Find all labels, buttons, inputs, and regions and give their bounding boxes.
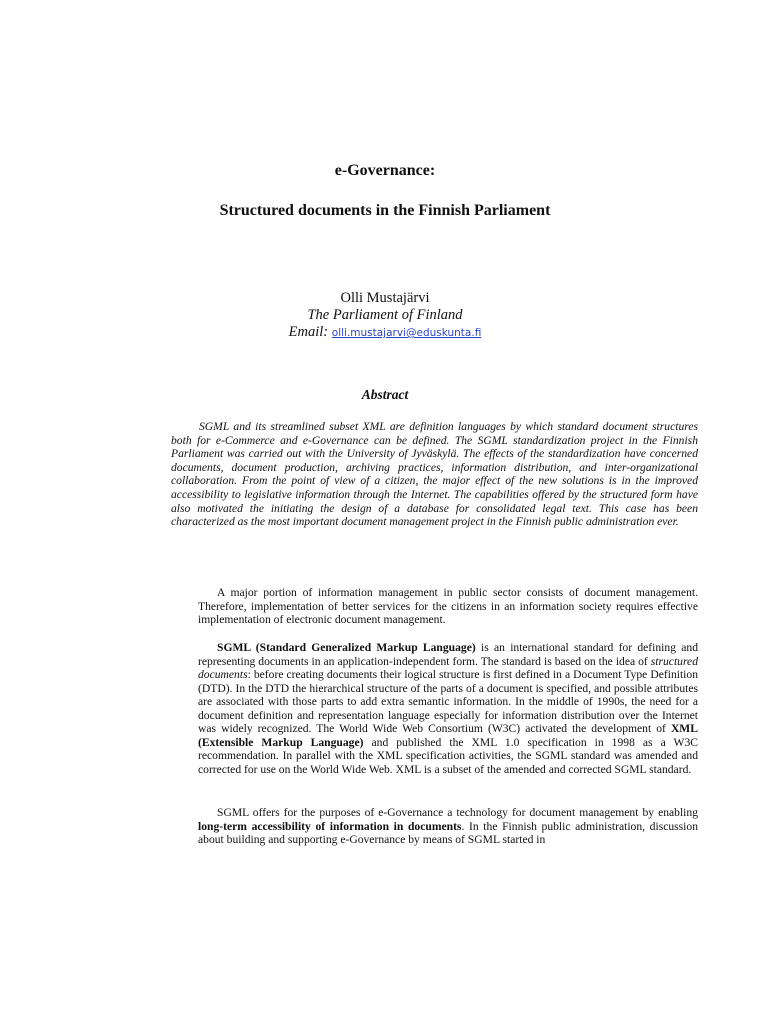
- author-block: [0, 290, 770, 342]
- email-label: Email:: [288, 324, 329, 340]
- paper-title-line-2: Structured documents in the Finnish Parliament: [219, 202, 551, 219]
- paragraph-text: : before creating documents their logical structure is first defined in a Document Type Definition (DTD). In the DTD the hierarchical structure of the parts of a document is specified, and possible attributes are associated with those parts to add extra semantic information. In the middle of 1990s, the need for a document definition and representation language especially for information distribution over the Internet was widely recognized. The World Wide Web Consortium (W3C) activated the development of: [198, 668, 698, 735]
- email-link[interactable]: olli.mustajarvi@eduskunta.fi: [331, 327, 482, 339]
- paper-title-line-1: e-Governance:: [334, 162, 436, 179]
- abstract-text: SGML and its streamlined subset XML are definition languages by which standard document structures both for e-Commerce and e-Governance can be defined. The SGML standardization project in the Finnish Parliament was carried out with the University of Jyväskylä. The effects of the standardization have concerned documents, document production, archiving practices, information distribution, and inter-organizational collaboration. From the point of view of a citizen, the major effect of the new solutions is in the improved accessibility to legislative information through the Internet. The capabilities offered by the structured form have also motivated the initiating the design of a database for consolidated legal text. This case has been characterized as the most important document management project in the Finnish public administration ever.: [171, 420, 698, 529]
- body-paragraph-3: [198, 806, 698, 847]
- paragraph-text: and published the XML 1.0 specification in 1998 as a W3C recommendation. In parallel with the XML specification activities, the SGML standard was amended and corrected for use on the World Wide Web. XML is a subset of the amended and corrected SGML standard.: [198, 735, 698, 776]
- abstract-heading: Abstract: [361, 387, 409, 402]
- sgml-term: SGML (Standard Generalized Markup Language): [217, 641, 476, 654]
- body-paragraph-2: [198, 641, 698, 776]
- xml-term: XML (Extensible Markup Language): [198, 722, 698, 749]
- accessibility-term: long-term accessibility of information in documents: [198, 819, 462, 833]
- paragraph-text: SGML offers for the purposes of e-Governance a technology for document management by enabling: [217, 806, 698, 819]
- paragraph-text: is an international standard for defining and representing documents in an application-independent form. The standard is based on the idea of: [198, 641, 698, 668]
- author-affiliation: The Parliament of Finland: [307, 307, 463, 323]
- paragraph-text: . In the Finnish public administration, discussion about building and supporting e-Governance by means of SGML started in: [198, 819, 698, 846]
- author-name: Olli Mustajärvi: [340, 290, 430, 306]
- author-email-line: [0, 324, 770, 342]
- structured-documents-term: structured documents: [198, 654, 698, 681]
- body-paragraph-1: A major portion of information management in public sector consists of document management. Therefore, implementation of better services for the citizens in an information society requires effective implementation of electronic document management.: [198, 586, 698, 626]
